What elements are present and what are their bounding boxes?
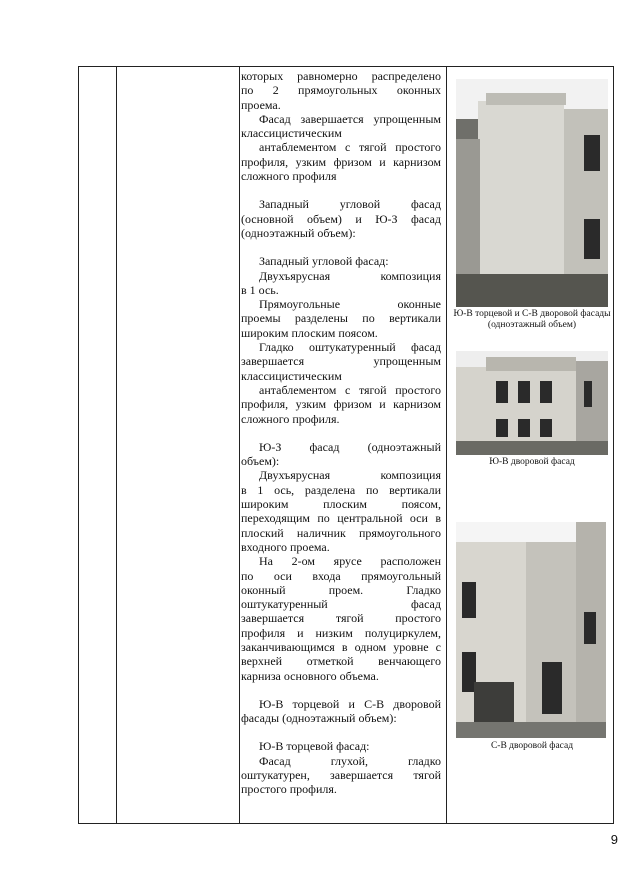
text-line: простого профиля. (241, 782, 337, 797)
text-line: профиля, узким фризом и карнизом (241, 154, 441, 169)
text-line: которых равномерно распределено (241, 69, 441, 83)
text-line: широким плоским поясом, (241, 497, 441, 512)
text-line: завершается упрощенным (241, 354, 441, 369)
text-line: сложного профиля (241, 169, 337, 184)
text-line: плоский наличник прямоугольного (241, 525, 441, 540)
text-line: по 2 прямоугольных оконных (241, 83, 441, 98)
paragraph-gap (241, 683, 441, 697)
photo-ne-courtyard-facade (456, 522, 606, 738)
paragraph-gap (241, 183, 441, 197)
photo-se-courtyard-facade (456, 351, 608, 455)
photo-caption: Ю-В дворовой фасад (489, 457, 575, 467)
text-line: (одноэтажный объем): (241, 225, 356, 240)
text-line: по оси входа прямоугольный (241, 568, 441, 583)
text-line: в 1 ось. (241, 282, 279, 297)
text-line: Гладко оштукатуренный фасад (259, 340, 441, 355)
text-line: классицистическим (241, 368, 342, 383)
text-line: На 2-ом ярусе расположен (259, 554, 441, 569)
paragraph-gap (241, 725, 441, 739)
text-line: фасады (одноэтажный объем): (241, 711, 397, 726)
text-line: переходящим по центральной оси в (241, 511, 441, 526)
text-line: профиля, узким фризом и карнизом (241, 397, 441, 412)
text-line: заканчивающимся в одном уровне с (241, 639, 441, 654)
text-line: профиля и низким полуциркулем, (241, 625, 441, 640)
page-number: 9 (610, 832, 618, 847)
text-line: классицистическим (241, 126, 342, 141)
text-line: Двухъярусная композиция (259, 268, 441, 283)
caption-line: Ю-В торцевой и С-В дворовой фасады (453, 309, 611, 319)
text-line: карниза основного объема. (241, 668, 379, 683)
table-column-divider (116, 67, 117, 823)
text-line: Ю-З фасад (одноэтажный (259, 439, 441, 454)
text-line: верхней отметкой венчающего (241, 654, 441, 669)
text-line: Фасад глухой, гладко (259, 753, 441, 768)
photo-caption (449, 309, 615, 331)
text-line: в 1 ось, разделена по вертикали (241, 482, 441, 497)
text-line: сложного профиля. (241, 411, 340, 426)
text-line: Двухъярусная композиция (259, 468, 441, 483)
photo-se-end-and-ne-courtyard-facades (456, 79, 608, 307)
text-line: Фасад завершается упрощенным (259, 111, 441, 126)
description-table (78, 66, 614, 824)
text-line: Ю-В торцевой и С-В дворовой (259, 696, 441, 711)
table-column-divider (239, 67, 240, 823)
caption-line: (одноэтажный объем) (487, 320, 577, 330)
text-line: оштукатуренный фасад (241, 597, 441, 612)
paragraph-gap (241, 240, 441, 254)
text-line: широким плоским поясом. (241, 325, 378, 340)
table-column-divider (446, 67, 447, 823)
text-line: (основной объем) и Ю-З фасад (241, 211, 441, 226)
paragraph-gap (241, 426, 441, 440)
text-line: проемы разделены по вертикали (241, 311, 441, 326)
text-line: оконный проем. Гладко (241, 582, 441, 597)
text-line: завершается тягой простого (241, 611, 441, 626)
text-line: входного проема. (241, 539, 330, 554)
text-line: антаблементом с тягой простого (259, 140, 441, 155)
text-line: антаблементом с тягой простого (259, 382, 441, 397)
photo-caption: С-В дворовой фасад (490, 741, 574, 751)
text-line: объем): (241, 454, 280, 469)
text-line: Западный угловой фасад: (259, 254, 389, 269)
text-line: Ю-В торцевой фасад: (259, 739, 370, 754)
text-line: оштукатурен, завершается тягой (241, 768, 441, 783)
text-line: проема. (241, 97, 281, 112)
text-line: Прямоугольные оконные (259, 297, 441, 312)
facade-description-text (241, 69, 441, 797)
text-line: Западный угловой фасад (259, 197, 441, 212)
